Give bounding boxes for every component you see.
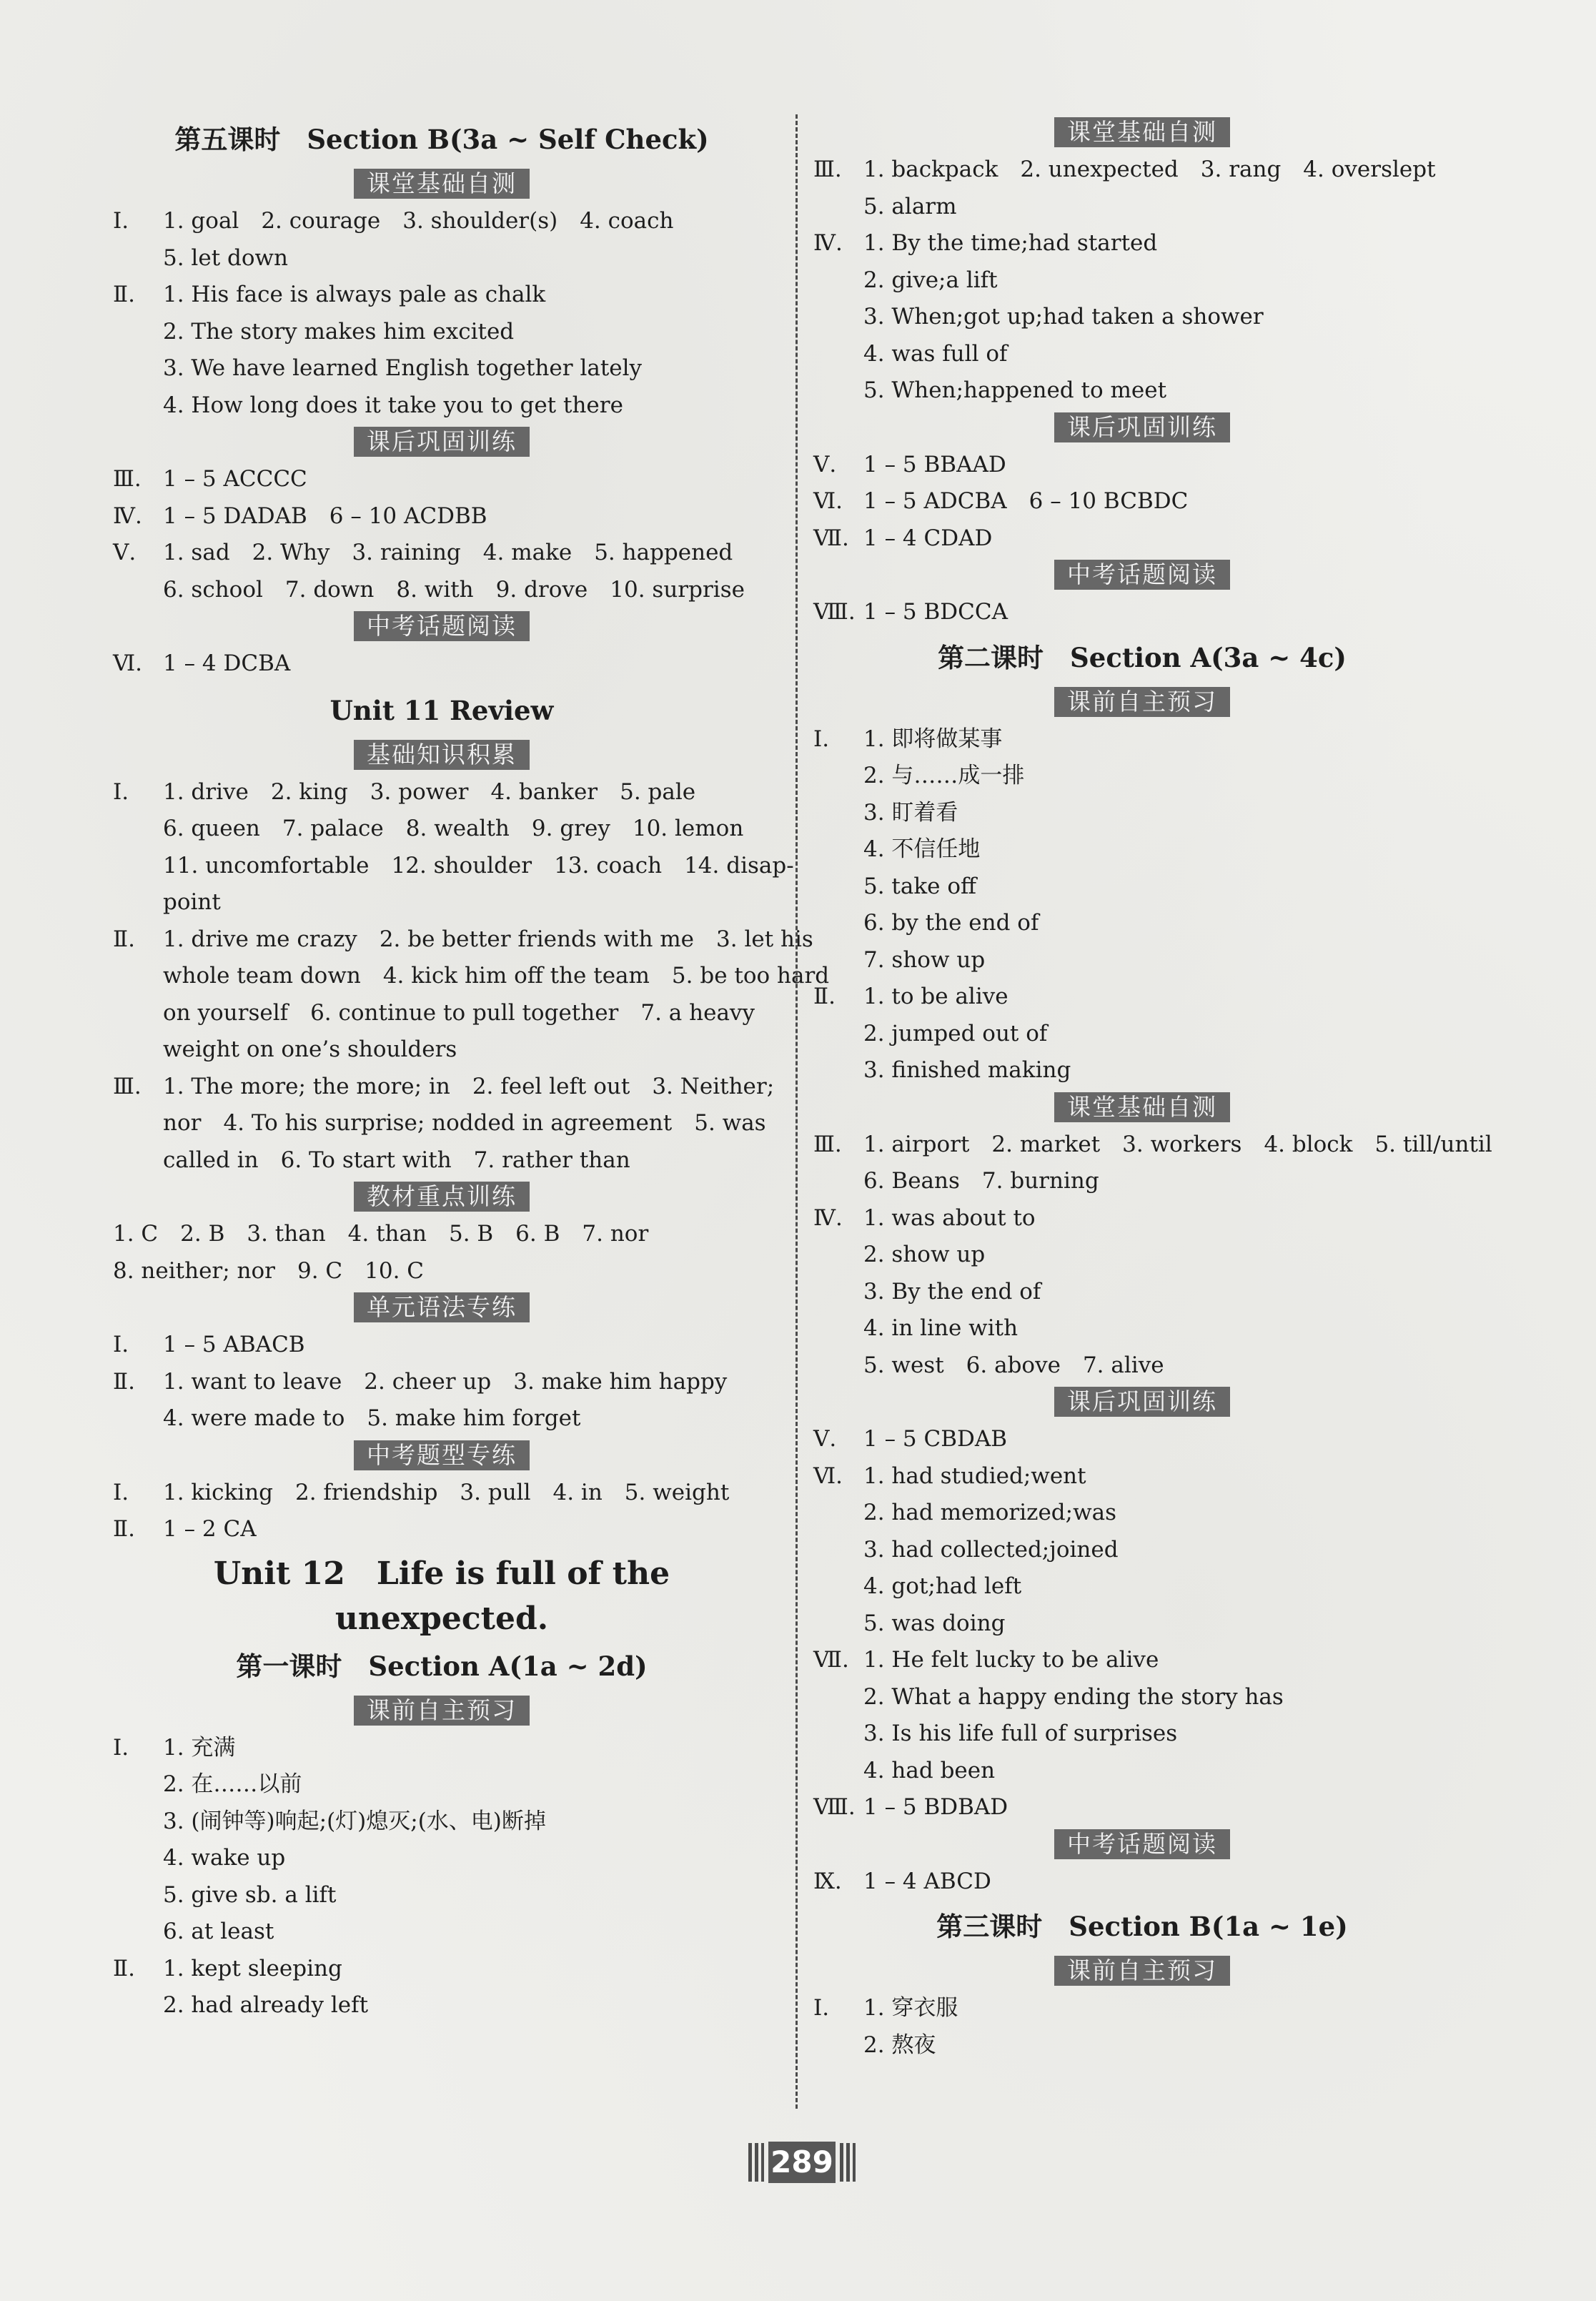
- item-number: Ⅱ.: [113, 282, 135, 307]
- answer-text: 1 – 5 BBAAD: [863, 451, 1006, 477]
- unit12-title-line2: unexpected.: [334, 1600, 549, 1637]
- answer-text: 3. Is his life full of surprises: [863, 1721, 1178, 1746]
- answer-text: 2. jumped out of: [863, 1020, 1048, 1046]
- section-title-lesson2: 第二课时 Section A(3a ~ 4c): [938, 641, 1347, 673]
- unit11-review-title: Unit 11 Review: [329, 694, 554, 726]
- answer-line: [813, 152, 1471, 189]
- banner-after-class: 课后巩固训练: [1054, 1387, 1230, 1417]
- answer-text: 2. What a happy ending the story has: [863, 1683, 1284, 1710]
- answer-line: [813, 1532, 1471, 1569]
- answer-line: [113, 1142, 770, 1179]
- section-title-lesson3: 第三课时 Section B(1a ~ 1e): [936, 1911, 1348, 1942]
- answer-text: 1 – 5 ABACB: [163, 1332, 305, 1357]
- item-number: Ⅸ.: [813, 1868, 842, 1894]
- answer-line: [813, 1163, 1471, 1200]
- answer-line: [113, 1730, 770, 1767]
- answer-text: 5. alarm: [863, 193, 957, 219]
- answer-line: [813, 1495, 1471, 1532]
- answer-text: 2. had already left: [163, 1992, 369, 2018]
- answer-text: 3. When;got up;had taken a shower: [863, 304, 1264, 330]
- answer-line: [813, 758, 1471, 795]
- answer-text: 1 – 5 ACCCC: [163, 466, 307, 492]
- answer-line: [113, 1877, 770, 1914]
- answer-line: [813, 831, 1471, 869]
- answer-group: [813, 152, 1471, 410]
- answer-group: [813, 1421, 1471, 1826]
- answer-text: 1. kept sleeping: [163, 1955, 342, 1981]
- item-number: Ⅳ.: [813, 230, 843, 256]
- answer-text: 1. 穿衣服: [863, 1995, 958, 2021]
- item-number: Ⅲ.: [813, 1131, 842, 1157]
- answer-line: [813, 1679, 1471, 1716]
- answer-group: [813, 1990, 1471, 2064]
- answer-text: 1. drive me crazy 2. be better friends with me 3. let his: [163, 926, 813, 952]
- item-number: Ⅷ.: [813, 599, 856, 625]
- answer-text: 4. was full of: [863, 340, 1008, 367]
- answer-text: 4. 不信任地: [863, 836, 981, 862]
- answer-line: [813, 447, 1471, 484]
- column-divider: [795, 114, 798, 2109]
- right-column: [813, 114, 1492, 2064]
- answer-text: 1. to be alive: [863, 984, 1008, 1009]
- answer-text: 5. When;happened to meet: [863, 377, 1167, 403]
- item-number: Ⅱ.: [813, 984, 836, 1009]
- answer-text: 3. We have learned English together lately: [163, 355, 643, 381]
- answer-line: [813, 1753, 1471, 1790]
- item-number: Ⅰ.: [813, 726, 830, 752]
- decor-bars: [840, 2143, 856, 2182]
- answer-line: [113, 1914, 770, 1951]
- answer-text: 2. had memorized;was: [863, 1500, 1117, 1525]
- banner-grammar: 单元语法专练: [354, 1292, 530, 1322]
- answer-text: 1. had studied;went: [863, 1463, 1086, 1489]
- answer-line: [813, 905, 1471, 942]
- answer-line: [113, 461, 770, 498]
- answer-line: [113, 995, 770, 1032]
- answer-line: [813, 594, 1471, 631]
- answer-text: on yourself 6. continue to pull together 7. a heavy: [163, 999, 755, 1026]
- answer-text: 1. The more; the more; in 2. feel left out 3. Neither;: [163, 1073, 775, 1099]
- banner-preview: 课前自主预习: [1054, 1956, 1230, 1986]
- answer-line: [813, 262, 1471, 300]
- answer-text: 5. take off: [863, 873, 977, 899]
- answer-line: 1. C 2. B 3. than 4. than 5. B 6. B 7. nor: [113, 1221, 649, 1247]
- answer-line: [813, 721, 1471, 758]
- answer-group: [813, 1127, 1492, 1385]
- answer-text: 1. drive 2. king 3. power 4. banker 5. pale: [163, 778, 696, 805]
- answer-group: [813, 1864, 1471, 1901]
- answer-line: [813, 520, 1471, 558]
- answer-line: [813, 225, 1471, 262]
- answer-line: [813, 1716, 1471, 1753]
- banner-preview: 课前自主预习: [354, 1696, 530, 1726]
- answer-text: 2. show up: [863, 1242, 986, 1267]
- answer-line: [113, 1840, 770, 1877]
- banner-exam-reading: 中考话题阅读: [1054, 560, 1230, 590]
- answer-line: [813, 1605, 1471, 1643]
- answer-line: [113, 350, 770, 387]
- item-number: Ⅱ.: [113, 1955, 135, 1981]
- answer-text: 1. backpack 2. unexpected 3. rang 4. overslept: [863, 157, 1436, 182]
- answer-line: [813, 1127, 1492, 1164]
- banner-classroom-test: 课堂基础自测: [1054, 1092, 1230, 1122]
- answer-text: 4. had been: [863, 1757, 996, 1783]
- item-number: Ⅰ.: [113, 208, 129, 234]
- answer-text: 2. The story makes him excited: [163, 318, 515, 345]
- answer-line: [113, 1069, 775, 1106]
- answer-text: 3. 盯着看: [863, 799, 958, 826]
- answer-line: [813, 1274, 1471, 1311]
- answer-line: [113, 535, 770, 572]
- answer-text: 5. west 6. above 7. alive: [863, 1352, 1164, 1378]
- answer-line: [813, 336, 1471, 373]
- answer-text: 1. He felt lucky to be alive: [863, 1647, 1159, 1673]
- answer-line: [813, 942, 1471, 979]
- banner-exam-reading: 中考话题阅读: [354, 611, 530, 641]
- answer-text: 3. had collected;joined: [863, 1536, 1119, 1563]
- answer-text: 3. By the end of: [863, 1278, 1041, 1305]
- answer-line: [113, 884, 770, 921]
- answer-line: [813, 1200, 1471, 1237]
- answer-line: [813, 1347, 1471, 1385]
- answer-text: 1 – 4 DCBA: [163, 650, 291, 676]
- answer-text: 1. 充满: [163, 1734, 236, 1761]
- answer-line: [113, 203, 770, 240]
- answer-text: 4. How long does it take you to get there: [163, 392, 623, 418]
- answer-text: 3. (闹钟等)响起;(灯)熄灭;(水、电)断掉: [163, 1808, 546, 1834]
- banner-after-class: 课后巩固训练: [354, 427, 530, 457]
- answer-text: 6. queen 7. palace 8. wealth 9. grey 10. lemon: [163, 816, 744, 841]
- item-number: Ⅰ.: [113, 1734, 129, 1761]
- answer-line: [113, 1105, 770, 1142]
- answer-line: [113, 572, 770, 609]
- answer-text: 1. sad 2. Why 3. raining 4. make 5. happened: [163, 540, 733, 565]
- answer-text: 1. airport 2. market 3. workers 4. block 5. till/until: [863, 1131, 1492, 1157]
- answer-text: 4. in line with: [863, 1315, 1018, 1341]
- answer-group: [113, 1327, 770, 1437]
- answer-line: [113, 1400, 770, 1437]
- answer-text: 3. finished making: [863, 1057, 1071, 1083]
- item-number: Ⅱ.: [113, 926, 135, 952]
- answer-line: [813, 1052, 1471, 1089]
- answer-group: [113, 203, 770, 424]
- answer-text: 4. were made to 5. make him forget: [163, 1405, 581, 1431]
- answer-group: [813, 594, 1471, 631]
- answer-text: 7. show up: [863, 946, 986, 973]
- answer-text: 11. uncomfortable 12. shoulder 13. coach 14. disap-: [163, 852, 794, 879]
- answer-text: point: [163, 889, 221, 915]
- item-number: Ⅴ.: [813, 1426, 837, 1452]
- answer-line: [113, 314, 770, 351]
- answer-line: [813, 2027, 1471, 2064]
- item-number: Ⅱ.: [113, 1368, 135, 1395]
- answer-line: [113, 1364, 770, 1401]
- answer-line: [113, 240, 770, 277]
- answer-line: [813, 1642, 1471, 1679]
- answer-line: [113, 1803, 770, 1841]
- answer-text: nor 4. To his surprise; nodded in agreement 5. was: [163, 1110, 766, 1136]
- answer-text: 1 – 4 ABCD: [863, 1868, 991, 1894]
- answer-line: [813, 1789, 1471, 1826]
- item-number: Ⅵ.: [113, 650, 143, 676]
- answer-line: [813, 1864, 1471, 1901]
- answer-line: [113, 1475, 770, 1512]
- item-number: Ⅵ.: [813, 488, 843, 514]
- banner-textbook-focus: 教材重点训练: [354, 1182, 530, 1212]
- answer-text: 6. at least: [163, 1919, 274, 1944]
- answer-line: [113, 1511, 770, 1548]
- answer-line: [813, 372, 1471, 410]
- answer-line: [813, 1016, 1471, 1053]
- banner-exam-types: 中考题型专练: [354, 1440, 530, 1470]
- answer-line: [113, 774, 770, 811]
- answer-line: [113, 277, 770, 314]
- answer-text: 1 – 5 DADAB 6 – 10 ACDBB: [163, 503, 487, 529]
- answer-text: 2. 与……成一排: [863, 763, 1025, 788]
- answer-text: 1 – 2 CA: [163, 1516, 257, 1542]
- banner-exam-reading: 中考话题阅读: [1054, 1829, 1230, 1859]
- answer-line: [113, 387, 770, 425]
- answer-text: 1 – 4 CDAD: [863, 525, 993, 551]
- item-number: Ⅴ.: [113, 540, 137, 565]
- answer-group: [113, 1475, 770, 1548]
- answer-line: [113, 1327, 770, 1364]
- answer-text: 5. was doing: [863, 1610, 1006, 1636]
- answer-line: [113, 498, 770, 535]
- answer-line: [113, 1031, 770, 1069]
- answer-text: 1. goal 2. courage 3. shoulder(s) 4. coach: [163, 208, 674, 234]
- answer-text: 2. 在……以前: [163, 1771, 302, 1797]
- answer-text: 2. give;a lift: [863, 267, 998, 293]
- answer-line: [113, 848, 794, 885]
- answer-text: 4. wake up: [163, 1845, 286, 1871]
- item-number: Ⅷ.: [813, 1794, 856, 1820]
- banner-after-class: 课后巩固训练: [1054, 412, 1230, 442]
- answer-text: whole team down 4. kick him off the team 5. be too hard: [163, 963, 830, 989]
- answer-line: [813, 1990, 1471, 2027]
- answer-group: [113, 1730, 770, 2024]
- item-number: Ⅲ.: [113, 466, 142, 492]
- answer-text: 6. school 7. down 8. with 9. drove 10. surprise: [163, 576, 745, 603]
- answer-line: [113, 1987, 770, 2024]
- answer-text: 2. 熬夜: [863, 2032, 936, 2058]
- answer-text: 1 – 5 CBDAB: [863, 1426, 1008, 1452]
- item-number: Ⅲ.: [813, 157, 842, 182]
- unit12-title-line1: Unit 12 Life is full of the: [213, 1555, 670, 1592]
- item-number: Ⅳ.: [113, 503, 142, 529]
- answer-line: [813, 979, 1471, 1016]
- answer-line: 8. neither; nor 9. C 10. C: [113, 1257, 425, 1284]
- answer-group: [813, 447, 1471, 558]
- item-number: Ⅰ.: [113, 778, 129, 805]
- answer-line: [813, 795, 1471, 832]
- answer-line: [813, 869, 1471, 906]
- answer-text: called in 6. To start with 7. rather than: [163, 1147, 630, 1173]
- answer-line: [813, 1237, 1471, 1274]
- answer-group: [113, 461, 770, 608]
- answer-line: [113, 921, 813, 959]
- item-number: Ⅵ.: [813, 1463, 843, 1489]
- answer-line: [813, 1568, 1471, 1605]
- answer-group: [813, 721, 1471, 1089]
- answer-text: 1. kicking 2. friendship 3. pull 4. in 5. weight: [163, 1479, 730, 1505]
- answer-line: [813, 483, 1471, 520]
- answer-text: 1 – 5 BDCCA: [863, 599, 1008, 625]
- answer-text: 1. want to leave 2. cheer up 3. make him happy: [163, 1368, 728, 1395]
- item-number: Ⅶ.: [813, 525, 849, 551]
- answer-line: [813, 1310, 1471, 1347]
- answer-text: 6. by the end of: [863, 910, 1039, 936]
- item-number: Ⅰ.: [113, 1332, 129, 1357]
- item-number: Ⅲ.: [113, 1073, 142, 1099]
- answer-line: [113, 958, 830, 995]
- answer-line: [113, 1766, 770, 1803]
- item-number: Ⅱ.: [113, 1516, 135, 1542]
- banner-classroom-test: 课堂基础自测: [354, 169, 530, 199]
- answer-line: [813, 299, 1471, 336]
- banner-classroom-test: 课堂基础自测: [1054, 117, 1230, 147]
- decor-bars: [748, 2143, 764, 2182]
- answer-text: 1 – 5 ADCBA 6 – 10 BCBDC: [863, 488, 1189, 514]
- answer-text: weight on one’s shoulders: [163, 1036, 457, 1062]
- item-number: Ⅴ.: [813, 451, 837, 477]
- answer-text: 6. Beans 7. burning: [863, 1168, 1099, 1194]
- page-number-badge: [748, 2137, 856, 2187]
- answer-text: 1. was about to: [863, 1204, 1036, 1231]
- answer-group: [113, 645, 770, 683]
- answer-text: 1 – 5 BDBAD: [863, 1794, 1008, 1820]
- item-number: Ⅰ.: [813, 1995, 830, 2021]
- answer-text: 5. let down: [163, 244, 289, 271]
- banner-preview: 课前自主预习: [1054, 687, 1230, 717]
- answer-line: [813, 1421, 1471, 1458]
- section-title-lesson1: 第一课时 Section A(1a ~ 2d): [236, 1650, 648, 1682]
- answer-line: [113, 1951, 770, 1988]
- item-number: Ⅳ.: [813, 1204, 843, 1231]
- answer-text: 1. By the time;had started: [863, 230, 1158, 256]
- banner-basic-knowledge: 基础知识积累: [354, 740, 530, 770]
- answer-line: [813, 189, 1471, 226]
- answer-line: [113, 645, 770, 683]
- item-number: Ⅰ.: [113, 1479, 129, 1505]
- answer-text: 4. got;had left: [863, 1573, 1022, 1599]
- answer-text: 1. 即将做某事: [863, 726, 1003, 752]
- item-number: Ⅶ.: [813, 1647, 849, 1673]
- page-number: 289: [768, 2142, 836, 2183]
- answer-line: [113, 811, 770, 848]
- section-title-lesson5: 第五课时 Section B(3a ~ Self Check): [174, 124, 709, 155]
- answer-text: 1. His face is always pale as chalk: [163, 282, 546, 307]
- answer-group: [113, 774, 830, 1179]
- answer-text: 5. give sb. a lift: [163, 1881, 337, 1908]
- answer-line: [813, 1458, 1471, 1495]
